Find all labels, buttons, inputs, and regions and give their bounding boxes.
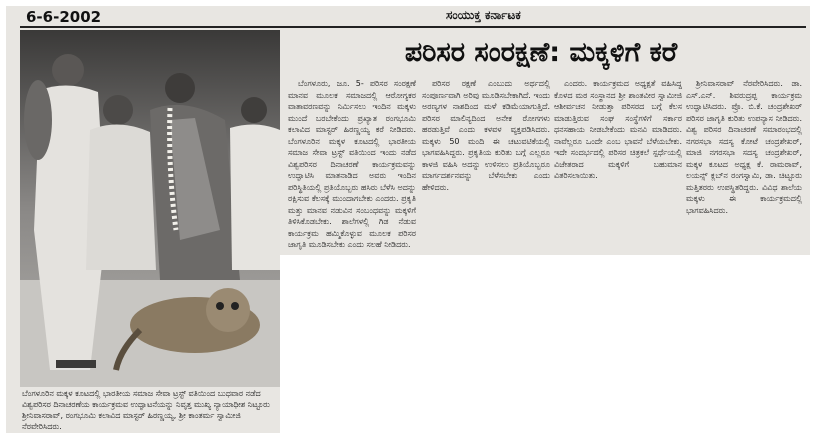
news-photo: [20, 30, 280, 387]
header-rule: [20, 26, 806, 28]
column-4-text: ಶ್ರೀನಿವಾಸರಾವ್ ನೆರವೇರಿಸಿದರು. ಡಾ. ಎಸ್.ಎನ್. ಶಿವರುದ್ರಪ್ಪ ಕಾರ್ಯಕ್ರಮ ಉದ್ಘಾಟಿಸಿದರು. ಪ್ರೊ. ಬಿ.ಕೆ. ಚಂದ್ರಶೇಖರ್ ಪರಿಸರ ಜಾಗೃತಿ ಕುರಿತು ಉಪನ್ಯಾಸ ನೀಡಿದರು. ವಿಶ್ವ ಪರಿಸರ ದಿನಾಚರಣೆ ಸಮಾರಂಭದಲ್ಲಿ ನಗರಸಭಾ ಸದಸ್ಯ ಕೋಟೆ ಚಂದ್ರಶೇಖರ್, ಮಾಜಿ ನಗರಸಭಾ ಸದಸ್ಯ ಚಂದ್ರಶೇಖರ್, ಮಕ್ಕಳ ಕೂಟದ ಅಧ್ಯಕ್ಷ ಕೆ. ರಾಮರಾವ್, ಲಯನ್ಸ್ ಕ್ಲಬ್‌ನ ರಂಗಸ್ವಾಮಿ, ಡಾ. ಚಿಟ್ಟೂರು ಮತ್ತಿತರರು ಉಪಸ್ಥಿತರಿದ್ದರು. ವಿವಿಧ ಶಾಲೆಯ ಮಕ್ಕಳು ಈ ಕಾರ್ಯಕ್ರಮದಲ್ಲಿ ಭಾಗವಹಿಸಿದರು.: [686, 79, 802, 215]
article-column-2: [422, 78, 550, 256]
publication-date: 6-6-2002: [26, 8, 102, 26]
article-headline: ಪರಿಸರ ಸಂರಕ್ಷಣೆ: ಮಕ್ಕಳಿಗೆ ಕರೆ: [404, 37, 678, 68]
column-3-text: ಎಂದರು. ಕಾರ್ಯಕ್ರಮದ ಅಧ್ಯಕ್ಷತೆ ವಹಿಸಿದ್ದ ಕೊಳದ ಮಠ ಸಂಸ್ಥಾನದ ಶ್ರೀ ಶಾಂತವೀರ ಸ್ವಾಮೀಜಿ ಆಶೀರ್ವಚನ ನೀಡುತ್ತಾ ಪರಿಸರದ ಬಗ್ಗೆ ಕೆಲಸ ಮಾಡುತ್ತಿರುವ ಸಂಘ ಸಂಸ್ಥೆಗಳಿಗೆ ಸರ್ಕಾರ ಧನಸಹಾಯ ನೀಡಬೇಕೆಂದು ಮನವಿ ಮಾಡಿದರು. ನಾವೆಲ್ಲರೂ ಒಂದೇ ಎಂಬ ಭಾವನೆ ಬೆಳೆಯಬೇಕು. ಇದೇ ಸಂದರ್ಭದಲ್ಲಿ ಪರಿಸರ ಚಿತ್ರಕಲೆ ಸ್ಪರ್ಧೆಯಲ್ಲಿ ವಿಜೇತರಾದ ಮಕ್ಕಳಿಗೆ ಬಹುಮಾನ ವಿತರಿಸಲಾಯಿತು.: [554, 79, 682, 180]
column-1-text: ಬೆಂಗಳೂರು, ಜೂ. 5- ಪರಿಸರ ಸಂರಕ್ಷಣೆ ಮಾನವ ಮೂಲಕ ಸಮಾಜದಲ್ಲಿ ಆರೋಗ್ಯಕರ ವಾತಾವರಣವನ್ನು ನಿರ್ಮಿಸಲು ಇಂದಿನ ಮಕ್ಕಳು ಮುಂದೆ ಬರಬೇಕೆಂದು ಪ್ರಖ್ಯಾತ ರಂಗಭೂಮಿ ಕಲಾವಿದ ಮಾಸ್ಟರ್ ಹಿರಣ್ಣಯ್ಯ ಕರೆ ನೀಡಿದರು. ಬೆಂಗಳೂರಿನ ಮಕ್ಕಳ ಕೂಟದಲ್ಲಿ ಭಾರತೀಯ ಸಮಾಜ ಸೇವಾ ಟ್ರಸ್ಟ್ ವತಿಯಿಂದ ಇಂದು ನಡೆದ ವಿಶ್ವಪರಿಸರ ದಿನಾಚರಣೆ ಕಾರ್ಯಕ್ರಮವನ್ನು ಉದ್ಘಾಟಿಸಿ ಮಾತನಾಡಿದ ಅವರು ಇಂದಿನ ಪರಿಸ್ಥಿತಿಯಲ್ಲಿ ಪ್ರತಿಯೊಬ್ಬರು ಹಸಿರು ಬೆಳೆಸಿ ಅದನ್ನು ರಕ್ಷಿಸುವ ಕೆಲಸಕ್ಕೆ ಮುಂದಾಗಬೇಕು ಎಂದರು. ಪ್ರಕೃತಿ ಮತ್ತು ಮಾನವ ನಡುವಿನ ಸಂಬಂಧವನ್ನು ಮಕ್ಕಳಿಗೆ ತಿಳಿಸಿಕೊಡಬೇಕು. ಶಾಲೆಗಳಲ್ಲಿ ಗಿಡ ನೆಡುವ ಕಾರ್ಯಕ್ರಮ ಹಮ್ಮಿಕೊಳ್ಳುವ ಮೂಲಕ ಪರಿಸರ ಜಾಗೃತಿ ಮೂಡಿಸಬೇಕು ಎಂದು ಸಲಹೆ ನೀಡಿದರು.: [288, 79, 416, 249]
newspaper-masthead: ಸಂಯುಕ್ತ ಕರ್ನಾಟಕ: [446, 8, 521, 22]
photo-caption: ಬೆಂಗಳೂರಿನ ಮಕ್ಕಳ ಕೂಟದಲ್ಲಿ ಭಾರತೀಯ ಸಮಾಜ ಸೇವಾ ಟ್ರಸ್ಟ್ ವತಿಯಿಂದ ಬುಧವಾರ ನಡೆದ ವಿಶ್ವಪರಿಸರ ದಿನಾಚರಣೆಯ ಕಾರ್ಯಕ್ರಮವ ಉದ್ಘಾಟನೆಯನ್ನು ನಿವೃತ್ತ ಮುಖ್ಯ ನ್ಯಾಯಾಧೀಶ ನಿಟ್ಟೂರು ಶ್ರೀನಿವಾಸರಾವ್, ರಂಗಭೂಮಿ ಕಲಾವಿದ ಮಾಸ್ಟರ್ ಹಿರಣ್ಣಯ್ಯ, ಶ್ರೀ ಕಾಂತರ್ಮ ಸ್ವಾಮೀಜಿ ನೆರವೇರಿಸಿದರು.: [22, 389, 270, 431]
blank-area: [280, 255, 810, 437]
article-column-3: [554, 78, 682, 256]
photo-illustration: [20, 30, 280, 387]
column-2-text: ಪರಿಸರ ರಕ್ಷಣೆ ಎಂಬುದು ಅರ್ಥದಲ್ಲಿ ಸಂಪೂರ್ಣವಾಗಿ ಅರಿವು ಮೂಡಿಸಬೇಕಾಗಿದೆ. ಇಂದು ಅರಣ್ಯಗಳ ನಾಶದಿಂದ ಮಳೆ ಕಡಿಮೆಯಾಗುತ್ತಿದೆ. ಪರಿಸರ ಮಾಲಿನ್ಯದಿಂದ ಅನೇಕ ರೋಗಗಳು ಹರಡುತ್ತಿವೆ ಎಂದು ಕಳವಳ ವ್ಯಕ್ತಪಡಿಸಿದರು. ಮಕ್ಕಳು 50 ಮಂದಿ ಈ ಚಟುವಟಿಕೆಯಲ್ಲಿ ಭಾಗವಹಿಸಿದ್ದರು. ಪ್ರಕೃತಿಯ ಕುರಿತು ಬಗ್ಗೆ ಎಲ್ಲರೂ ಕಾಳಜಿ ವಹಿಸಿ ಅದನ್ನು ಉಳಿಸಲು ಪ್ರತಿಯೊಬ್ಬರೂ ಮಾರ್ಗದರ್ಶನವನ್ನು ಬೆಳೆಸಬೇಕು ಎಂದು ಹೇಳಿದರು.: [422, 79, 550, 192]
